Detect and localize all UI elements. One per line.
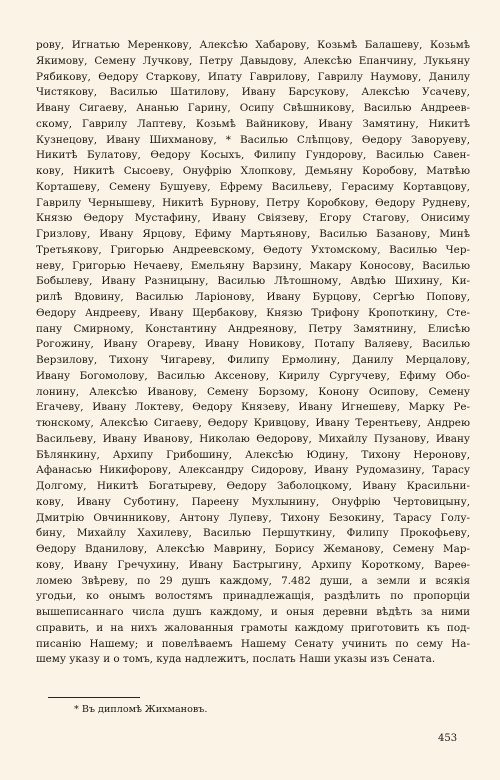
text-line: рову, Игнатью Меренкову, Алексѣю Хабарову, Козьмѣ Балашеву, Козьмѣ [36,39,470,51]
text-line: Чистякову, Василью Шатилову, Ивану Барсукову, Алексѣю Усачеву, [36,86,470,99]
text-line: кову, Ивану Суботину, Пареену Мухлынину, Онуфрію Чертовицыну, [36,495,470,508]
text-line: неву, Григорью Нечаеву, Емельяну Варзину, Макару Коносову, Василью [36,259,470,272]
text-line: Ѳедору Вданилову, Алексѣю Маврину, Борису Жеманову, Семену Мар- [36,543,470,555]
text-line: справить, и на нихъ жалованныя грамоты каждому приготовить къ под- [36,621,470,634]
text-line: Егачеву, Ивану Локтеву, Ѳедору Князеву, Ивану Игнешеву, Марку Ре- [36,401,470,414]
text-line: Гаврилу Чернышеву, Никитѣ Бурнову, Петру Коробкову, Ѳедору Рудневу, [36,196,470,209]
text-line: Ивану Богомолову, Василью Аксенову, Кирилу Сургучеву, Ефиму Обо- [36,369,470,382]
text-line: писанію Нашему; и повелѣваемъ Нашему Сенату учинить по сему На- [36,637,470,650]
text-line: Никитѣ Булатову, Ѳедору Косыхъ, Филипу Гундорову, Василью Савен- [36,149,470,162]
text-line: вышеписаннаго числа душъ каждому, и оныя деревни вѣдѣть за ними [36,606,470,618]
page-number: 453 [438,733,458,744]
text-line: Дмитрію Овчинникову, Антону Лупеву, Тихону Безокину, Тарасу Голу- [36,511,470,524]
text-line: Долгому, Никитѣ Богатыреву, Ѳедору Заболоцкому, Ивану Красильни- [36,480,470,492]
text-line: Ивану Сигаеву, Ананью Гарину, Осипу Свѣшникову, Василью Андреев- [36,102,470,114]
text-line: Ѳедору Андрееву, Ивану Щербакову, Князю Трифону Кропоткину, Сте- [36,306,470,319]
text-line: угодьи, ко онымъ волостямъ принадлежащія, раздѣлить по пропорціи [36,590,470,603]
text-line: пану Смирному, Константину Андреянову, Петру Замятнину, Елисѣю [36,322,470,335]
text-line: шему указу и о томъ, куда надлежитъ, послать Наши указы изъ Сената. [36,653,436,666]
text-line: Бѣлянкину, Архипу Грибошину, Алексѣю Юдину, Тихону Неронову, [36,448,470,461]
text-line: кову, Ивану Гречухину, Ивану Бастрыгину, Архипу Короткому, Вареѳ- [36,558,470,571]
text-line: Рябикову, Ѳедору Старкову, Ипату Гаврилову, Гаврилу Наумову, Данилу [36,70,470,83]
body-text [36,38,470,668]
text-line: лонину, Алексѣю Иванову, Семену Борзому, Конону Осипову, Семену [36,385,470,398]
text-line: рилѣ Вдовину, Василью Ларіонову, Ивану Бурцову, Сергѣю Попову, [36,291,470,303]
footnote-separator [48,697,140,698]
text-line: Бобылеву, Ивану Разницыну, Василью Лѣтошному, Авдѣю Шихину, Ки- [36,275,470,288]
text-line: Якимову, Семену Лучкову, Петру Давыдову, Алексѣю Епанчину, Лукьяну [36,54,470,67]
text-line: Афанасью Никифорову, Александру Сидорову, Ивану Рудомазину, Тарасу [36,464,470,477]
text-line: Васильеву, Ивану Иванову, Николаю Ѳедорову, Михайлу Пузанову, Ивану [36,432,470,445]
text-line: Рогожину, Ивану Огареву, Ивану Новикову, Потапу Валяеву, Василью [36,338,470,351]
text-line: Гризлову, Ивану Ярцову, Ефиму Мартьянову, Василью Базанову, Минѣ [36,228,470,240]
text-line: Верзилову, Тихону Чигареву, Филипу Ермолину, Данилу Мерцалову, [36,354,470,366]
text-line: Корташеву, Семену Бушуеву, Ефрему Васильеву, Герасиму Кортавцову, [36,180,470,193]
text-line: Третьякову, Григорью Андреевскому, Ѳедоту Ухтомскому, Василью Чер- [36,243,470,256]
text-line: тюнскому, Алексѣю Сигаеву, Ѳедору Кривцову, Ивану Терентьеву, Андрею [36,417,470,429]
text-line: Кузнецову, Ивану Шихманову, * Василью Слѣпцову, Ѳедору Заворуеву, [36,133,470,146]
text-line: Князю Ѳедору Мустафину, Ивану Свіязеву, Егору Стагову, Онисиму [36,212,470,225]
text-line: ломею Звѣреву, по 29 душъ каждому, 7.482 души, а земли и всякія [36,574,470,587]
footnote: * Въ дипломѣ Жихмановъ. [74,704,208,715]
text-line: бину, Михайлу Хахилеву, Василью Першуткину, Филипу Прокофьеву, [36,527,470,540]
text-line: кову, Никитѣ Сысоеву, Онуфрію Хлопкову, Демьяну Коробову, Матвѣю [36,165,470,177]
text-line: скому, Гаврилу Лаптеву, Козьмѣ Вайникову, Ивану Замятину, Никитѣ [36,117,470,130]
